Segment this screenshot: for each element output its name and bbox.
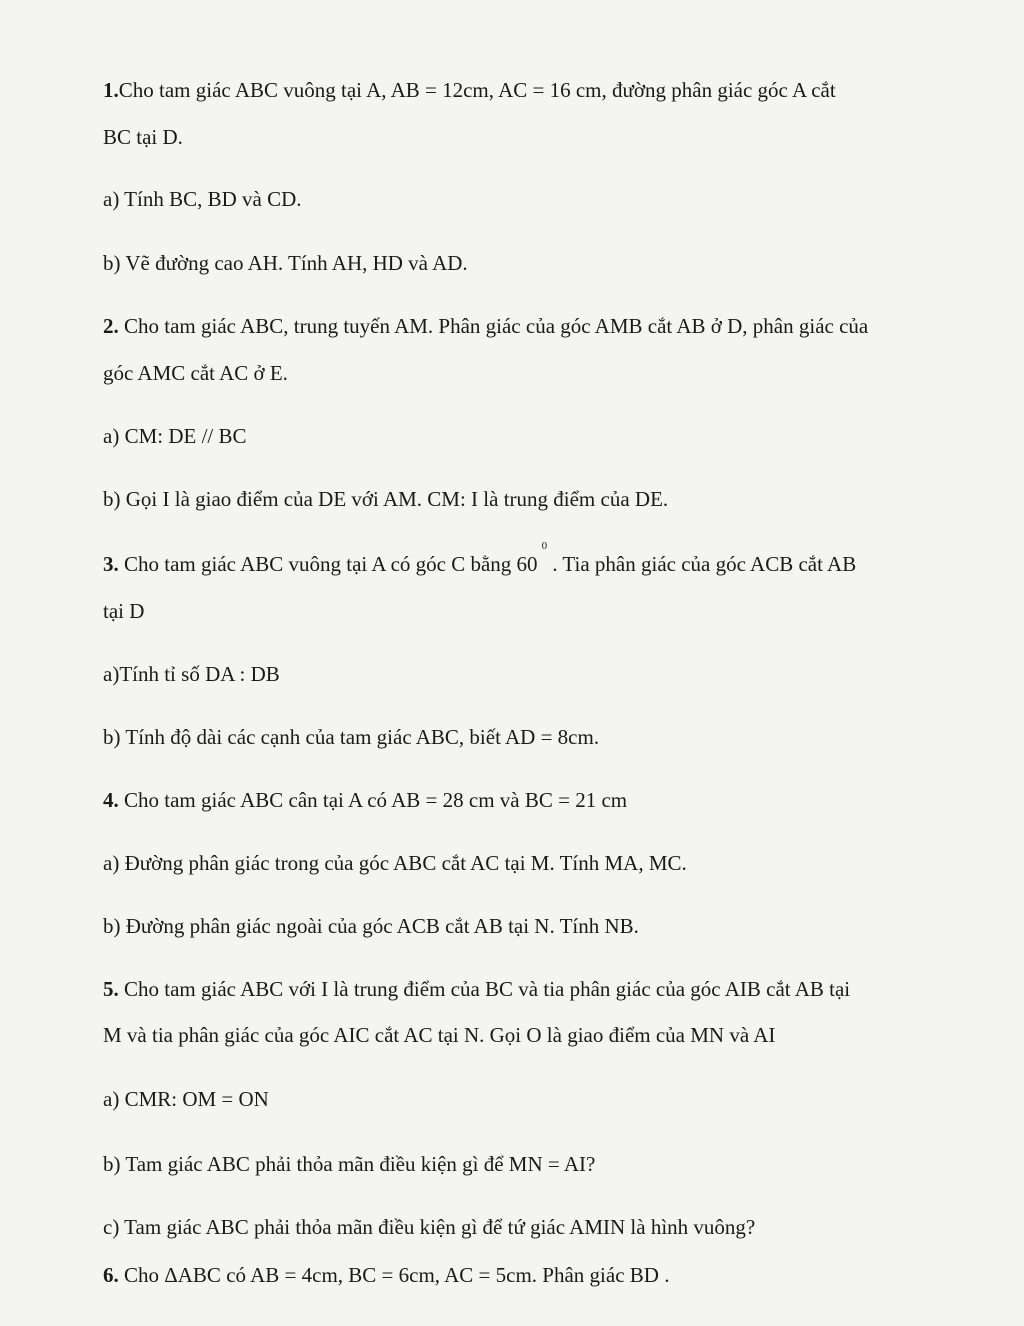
problem-4-part-b: b) Đường phân giác ngoài của góc ACB cắt AB tại N. Tính NB. <box>103 914 639 938</box>
problem-6-number: 6. <box>103 1263 119 1287</box>
problem-2-part-b: b) Gọi I là giao điểm của DE với AM. CM: I là trung điểm của DE. <box>103 487 669 511</box>
problem-3-part-b: b) Tính độ dài các cạnh của tam giác ABC, biết AD = 8cm. <box>103 725 600 749</box>
problem-5-part-b: b) Tam giác ABC phải thỏa mãn điều kiện gì để MN = AI? <box>103 1152 596 1176</box>
problem-6-stem <box>103 1262 669 1288</box>
problem-1-part-a: a) Tính BC, BD và CD. <box>103 187 302 211</box>
problem-3-number: 3. <box>103 552 119 576</box>
problem-1-stem <box>103 77 836 103</box>
problem-1-part-b: b) Vẽ đường cao AH. Tính AH, HD và AD. <box>103 251 468 275</box>
problem-6-text: Cho ΔABC có AB = 4cm, BC = 6cm, AC = 5cm. Phân giác BD . <box>118 1263 670 1287</box>
problem-5-part-c: c) Tam giác ABC phải thỏa mãn điều kiện gì để tứ giác AMIN là hình vuông? <box>103 1215 756 1239</box>
problem-2-stem-cont: góc AMC cắt AC ở E. <box>103 361 288 385</box>
problem-3-part-a: a)Tính tỉ số DA : DB <box>103 662 280 686</box>
problem-4-number: 4. <box>103 788 119 812</box>
problem-2-stem <box>103 313 868 339</box>
problem-5-text: Cho tam giác ABC với I là trung điểm của BC và tia phân giác của góc AIB cắt AB tại <box>118 977 851 1001</box>
problem-4-stem <box>103 787 627 813</box>
problem-5-number: 5. <box>103 977 119 1001</box>
problem-1-number: 1. <box>103 78 119 102</box>
problem-2-text: Cho tam giác ABC, trung tuyến AM. Phân giác của góc AMB cắt AB ở D, phân giác của <box>118 314 869 338</box>
problem-4-part-a: a) Đường phân giác trong của góc ABC cắt AC tại M. Tính MA, MC. <box>103 851 687 875</box>
problem-4-text: Cho tam giác ABC cân tại A có AB = 28 cm và BC = 21 cm <box>118 788 628 812</box>
problem-2-part-a: a) CM: DE // BC <box>103 424 247 448</box>
problem-1-stem-cont: BC tại D. <box>103 125 183 149</box>
problem-3-text: Cho tam giác ABC vuông tại A có góc C bằng 60 <box>118 552 538 576</box>
problem-1-text: Cho tam giác ABC vuông tại A, AB = 12cm, AC = 16 cm, đường phân giác góc A cắt <box>118 78 836 102</box>
problem-3-text-cont: . Tia phân giác của góc ACB cắt AB <box>547 552 857 576</box>
degree-symbol: 0 <box>541 540 548 552</box>
problem-5-part-a: a) CMR: OM = ON <box>103 1087 269 1111</box>
problem-5-stem-cont: M và tia phân giác của góc AIC cắt AC tại N. Gọi O là giao điểm của MN và AI <box>103 1023 776 1047</box>
problem-3-stem <box>103 540 857 581</box>
problem-2-number: 2. <box>103 314 119 338</box>
problem-3-stem-cont: tại D <box>103 599 145 623</box>
problem-5-stem <box>103 976 850 1002</box>
